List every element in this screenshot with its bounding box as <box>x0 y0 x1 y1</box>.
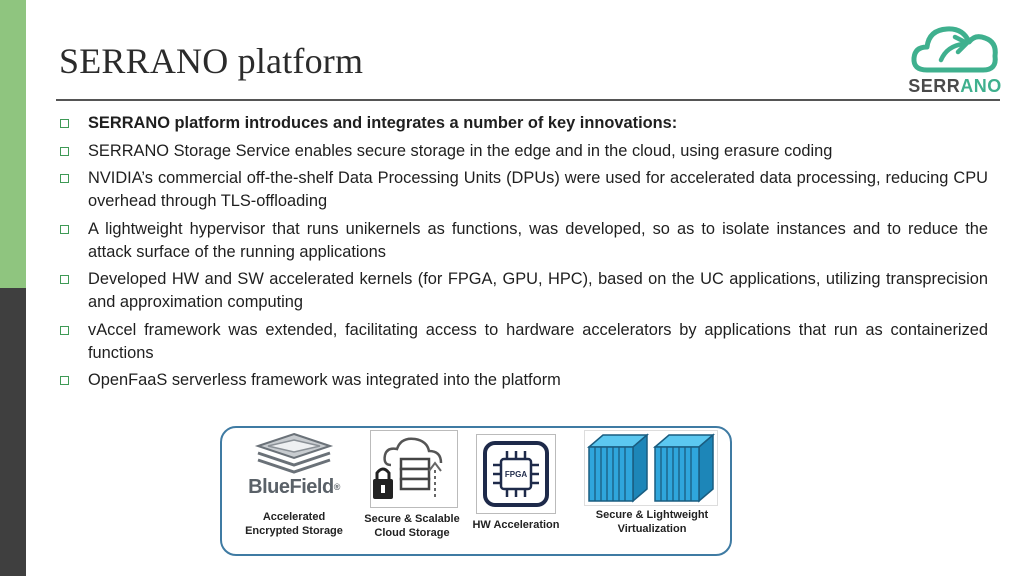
feature-caption-line: Secure & Lightweight <box>595 509 709 521</box>
square-bullet-icon <box>60 119 69 128</box>
feature-caption <box>230 510 358 538</box>
square-bullet-icon <box>60 147 69 156</box>
list-item <box>56 167 988 213</box>
cloud-arrow-icon <box>905 20 1005 78</box>
feature-caption <box>582 508 722 536</box>
list-item <box>56 319 988 365</box>
bluefield-logo-mark: ® <box>333 482 340 492</box>
innovation-list <box>56 112 988 397</box>
title-divider <box>56 99 1000 101</box>
serrano-logo <box>905 20 1005 98</box>
list-item-text: A lightweight hypervisor that runs unikernels as functions, was developed, so as to isolate instances and to reduce the attack surface of the running applications <box>88 219 988 261</box>
bluefield-layers-icon <box>254 432 334 476</box>
logo-text-part2: ANO <box>960 76 1002 96</box>
side-accent-bar <box>0 0 26 288</box>
bluefield-logo-text: BlueField <box>248 476 334 498</box>
square-bullet-icon <box>60 326 69 335</box>
virtualization-image <box>584 430 718 506</box>
feature-caption <box>362 512 462 540</box>
list-item <box>56 140 988 163</box>
list-item <box>56 112 988 135</box>
list-item-text: vAccel framework was extended, facilitating access to hardware accelerators by applications that run as containerized functions <box>88 320 988 362</box>
list-item <box>56 268 988 314</box>
lock-cloud-server-icon <box>371 431 457 507</box>
list-item-text: SERRANO platform introduces and integrates a number of key innovations: <box>88 114 678 132</box>
logo-text-part1: SERR <box>908 76 961 96</box>
square-bullet-icon <box>60 275 69 284</box>
feature-caption-line: Cloud Storage <box>374 527 450 539</box>
feature-virtualization <box>582 428 722 550</box>
list-item-text: Developed HW and SW accelerated kernels (for FPGA, GPU, HPC), based on the UC applications, utilizing transprecision and approximation computing <box>88 270 988 311</box>
square-bullet-icon <box>60 174 69 183</box>
fpga-chip-label: FPGA <box>504 470 528 479</box>
feature-caption-line: Accelerated <box>262 511 326 523</box>
feature-caption-line: Virtualization <box>617 523 687 535</box>
square-bullet-icon <box>60 376 69 385</box>
cloud-storage-image <box>370 430 458 508</box>
feature-cloud-storage <box>356 428 460 550</box>
feature-caption <box>464 518 568 532</box>
feature-caption-line: Encrypted Storage <box>245 525 343 537</box>
list-item <box>56 218 988 264</box>
feature-hw-acceleration <box>470 428 574 550</box>
list-item-text: SERRANO Storage Service enables secure storage in the edge and in the cloud, using erasure coding <box>88 141 833 160</box>
list-item-text: NVIDIA’s commercial off-the-shelf Data Processing Units (DPUs) were used for accelerated data processing, reducing CPU overhead through TLS-offloading <box>88 169 988 210</box>
logo-text <box>905 76 1005 97</box>
container-cubes-icon <box>585 431 717 505</box>
slide-title: SERRANO platform <box>59 41 364 81</box>
list-item <box>56 369 988 392</box>
list-item-text: OpenFaaS serverless framework was integrated into the platform <box>88 371 561 389</box>
fpga-image <box>476 434 556 514</box>
feature-encrypted-storage <box>230 428 358 550</box>
feature-caption-line: Secure & Scalable <box>364 513 460 525</box>
square-bullet-icon <box>60 225 69 234</box>
bluefield-logo <box>230 476 358 498</box>
feature-caption-line: HW Acceleration <box>472 519 560 531</box>
features-panel <box>220 426 732 556</box>
side-dark-bar <box>0 288 26 576</box>
